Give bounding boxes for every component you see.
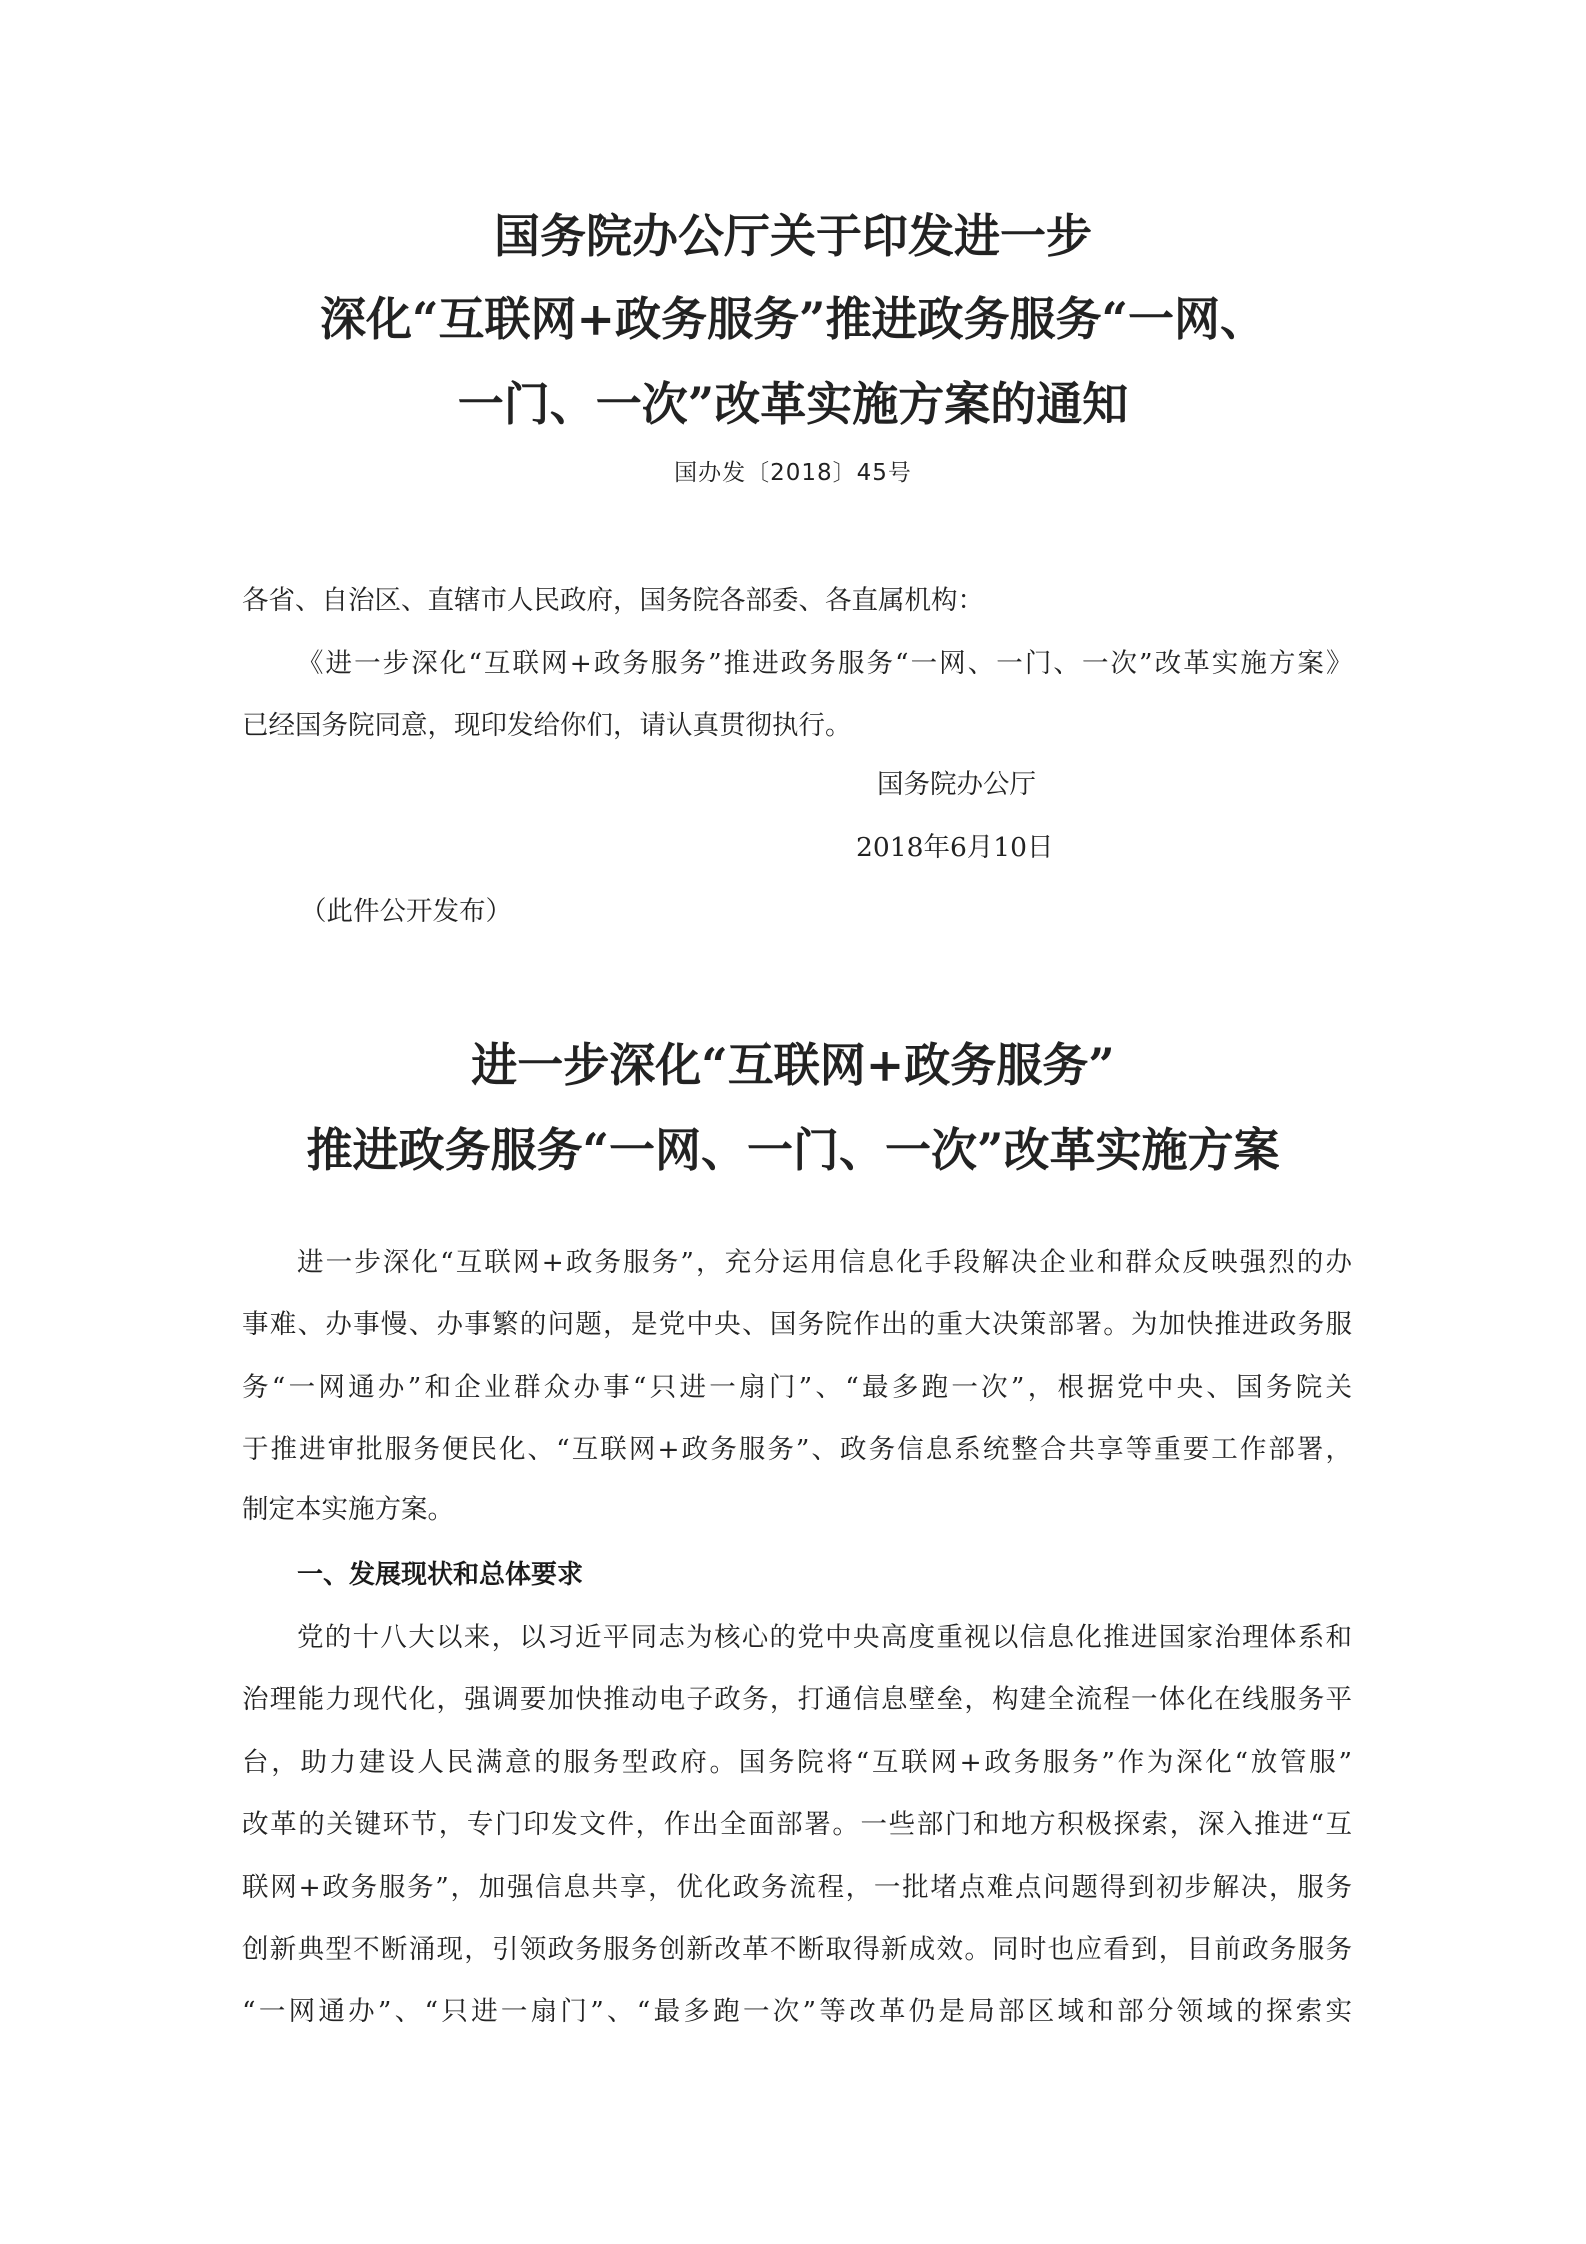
section-line-6: 创新典型不断涌现，引领政务服务创新改革不断取得新成效。同时也应看到，目前政务服务 xyxy=(242,1934,1352,1965)
section-line-7: “一网通办”、“只进一扇门”、“最多跑一次”等改革仍是局部区域和部分领域的探索实 xyxy=(242,1996,1352,2027)
issue-date: 2018年6月10日 xyxy=(856,832,1054,863)
document-number: 国办发〔2018〕45号 xyxy=(674,460,912,486)
notice-body-line-1: 《进一步深化“互联网+政务服务”推进政务服务“一网、一门、一次”改革实施方案》 xyxy=(297,648,1352,679)
intro-line-2: 事难、办事慢、办事繁的问题，是党中央、国务院作出的重大决策部署。为加快推进政务服 xyxy=(242,1309,1352,1340)
issuer-signature: 国务院办公厅 xyxy=(877,769,1036,800)
notice-body-line-2: 已经国务院同意，现印发给你们，请认真贯彻执行。 xyxy=(242,710,852,741)
intro-line-1: 进一步深化“互联网+政务服务”，充分运用信息化手段解决企业和群众反映强烈的办 xyxy=(297,1247,1352,1278)
notice-title-line-2: 深化“互联网+政务服务”推进政务服务“一网、 xyxy=(320,292,1266,346)
section-line-4: 改革的关键环节，专门印发文件，作出全面部署。一些部门和地方积极探索，深入推进“互 xyxy=(242,1809,1352,1840)
section-line-3: 台，助力建设人民满意的服务型政府。国务院将“互联网+政务服务”作为深化“放管服” xyxy=(242,1747,1352,1778)
intro-line-5: 制定本实施方案。 xyxy=(242,1494,454,1525)
publication-note: （此件公开发布） xyxy=(300,896,512,927)
section-line-1: 党的十八大以来，以习近平同志为核心的党中央高度重视以信息化推进国家治理体系和 xyxy=(297,1622,1352,1653)
section-line-5: 联网+政务服务”，加强信息共享，优化政务流程，一批堵点难点问题得到初步解决，服务 xyxy=(242,1872,1352,1903)
section-heading: 一、发展现状和总体要求 xyxy=(297,1560,584,1590)
notice-title-line-3: 一门、一次”改革实施方案的通知 xyxy=(457,377,1129,431)
notice-title-line-1: 国务院办公厅关于印发进一步 xyxy=(494,209,1092,263)
plan-title-line-1: 进一步深化“互联网+政务服务” xyxy=(471,1038,1115,1092)
intro-line-4: 于推进审批服务便民化、“互联网+政务服务”、政务信息系统整合共享等重要工作部署， xyxy=(242,1434,1352,1465)
plan-title-line-2: 推进政务服务“一网、一门、一次”改革实施方案 xyxy=(306,1123,1280,1177)
intro-line-3: 务“一网通办”和企业群众办事“只进一扇门”、“最多跑一次”，根据党中央、国务院关 xyxy=(242,1372,1352,1403)
addressee: 各省、自治区、直辖市人民政府，国务院各部委、各直属机构： xyxy=(242,585,984,616)
section-line-2: 治理能力现代化，强调要加快推动电子政务，打通信息壁垒，构建全流程一体化在线服务平 xyxy=(242,1684,1352,1715)
